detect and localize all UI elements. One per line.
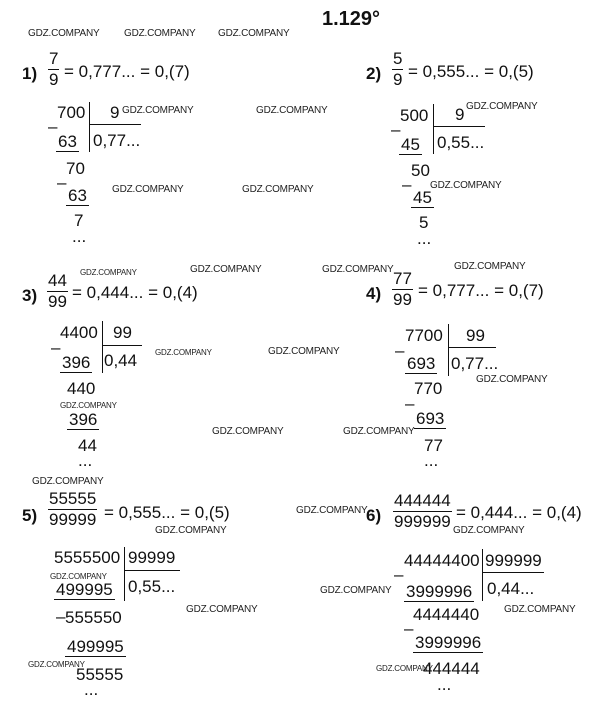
division-bar xyxy=(102,321,103,373)
watermark: GDZ.COMPANY xyxy=(376,664,433,673)
minus-sign: – xyxy=(404,619,414,638)
watermark: GDZ.COMPANY xyxy=(186,604,258,615)
fraction-numerator: 444444 xyxy=(394,491,451,510)
watermark: GDZ.COMPANY xyxy=(32,476,104,487)
subtrahend: 3999996 xyxy=(406,582,473,601)
fraction xyxy=(392,50,403,89)
watermark: GDZ.COMPANY xyxy=(112,184,184,195)
ellipsis: ... xyxy=(72,227,87,246)
subtrahend: 396 xyxy=(62,353,91,372)
watermark: GDZ.COMPANY xyxy=(476,374,548,385)
quotient: 0,55... xyxy=(128,577,176,596)
divisor: 99 xyxy=(113,323,132,342)
fraction xyxy=(48,490,97,529)
minus-sign: – xyxy=(56,607,66,626)
fraction xyxy=(48,50,59,89)
watermark: GDZ.COMPANY xyxy=(453,525,525,536)
watermark: GDZ.COMPANY xyxy=(320,585,392,596)
subtrahend: 45 xyxy=(401,135,420,154)
divisor: 99 xyxy=(466,326,485,345)
fraction-denominator: 99 xyxy=(48,292,67,311)
dividend: 44444400 xyxy=(404,551,480,570)
divisor: 99999 xyxy=(128,548,176,567)
fraction-denominator: 99 xyxy=(393,290,412,309)
dividend: 5555500 xyxy=(54,548,121,567)
watermark: GDZ.COMPANY xyxy=(218,28,290,39)
remainder: 70 xyxy=(66,159,85,178)
division-bar xyxy=(448,324,449,376)
remainder: 50 xyxy=(411,161,430,180)
divisor-line xyxy=(482,572,544,573)
ellipsis: ... xyxy=(417,229,432,248)
problem-number: 3) xyxy=(22,286,38,305)
dividend: 7700 xyxy=(405,326,443,345)
watermark: GDZ.COMPANY xyxy=(454,261,526,272)
watermark: GDZ.COMPANY xyxy=(155,525,227,536)
minus-sign: – xyxy=(395,341,405,360)
minus-sign: – xyxy=(57,173,67,192)
fraction-numerator: 5 xyxy=(393,49,403,68)
watermark: GDZ.COMPANY xyxy=(504,604,576,615)
watermark: GDZ.COMPANY xyxy=(256,105,328,116)
ellipsis: ... xyxy=(424,451,439,470)
watermark: GDZ.COMPANY xyxy=(296,505,368,516)
quotient: 0,44 xyxy=(104,351,138,370)
fraction xyxy=(392,270,413,309)
fraction-numerator: 77 xyxy=(393,269,412,288)
remainder: 55555 xyxy=(76,665,124,684)
remainder: 5 xyxy=(419,213,429,232)
subtrahend: 63 xyxy=(68,186,87,205)
fraction-numerator: 44 xyxy=(48,271,67,290)
divisor-line xyxy=(89,124,141,125)
watermark: GDZ.COMPANY xyxy=(122,105,194,116)
minus-sign: – xyxy=(48,117,58,136)
watermark: GDZ.COMPANY xyxy=(124,28,196,39)
divisor-line xyxy=(433,126,485,127)
quotient: 0,77... xyxy=(93,131,141,150)
dividend: 700 xyxy=(57,103,86,122)
subtrahend: 396 xyxy=(69,410,98,429)
watermark: GDZ.COMPANY xyxy=(212,426,284,437)
remainder: 7 xyxy=(74,211,84,230)
divisor: 9 xyxy=(110,103,120,122)
problem-number: 5) xyxy=(22,506,38,525)
problem-number: 2) xyxy=(366,64,382,83)
page-title: 1.129° xyxy=(322,8,381,30)
equation: = 0,555... = 0,(5) xyxy=(408,62,534,81)
watermark: GDZ.COMPANY xyxy=(28,660,85,669)
remainder: 444444 xyxy=(423,659,480,678)
watermark: GDZ.COMPANY xyxy=(60,401,117,410)
watermark: GDZ.COMPANY xyxy=(322,264,394,275)
watermark: GDZ.COMPANY xyxy=(80,268,137,277)
remainder: 440 xyxy=(67,379,96,398)
quotient: 0,77... xyxy=(451,354,499,373)
fraction-denominator: 9 xyxy=(393,70,403,89)
problem-number: 1) xyxy=(22,64,38,83)
watermark: GDZ.COMPANY xyxy=(430,180,502,191)
division-bar xyxy=(482,549,483,601)
division-bar xyxy=(124,547,125,601)
equation: = 0,444... = 0,(4) xyxy=(456,503,582,522)
subtrahend: 693 xyxy=(416,409,445,428)
remainder: 4444440 xyxy=(413,605,480,624)
ellipsis: ... xyxy=(437,675,452,694)
subtrahend: 693 xyxy=(407,354,436,373)
divisor: 999999 xyxy=(485,551,542,570)
divisor-line xyxy=(102,345,142,346)
minus-sign: – xyxy=(394,565,404,584)
watermark: GDZ.COMPANY xyxy=(242,184,314,195)
problem-number: 6) xyxy=(366,506,382,525)
fraction-denominator: 9 xyxy=(49,70,59,89)
fraction-denominator: 99999 xyxy=(49,510,97,529)
problem-number: 4) xyxy=(366,284,382,303)
divisor: 9 xyxy=(455,105,465,124)
watermark: GDZ.COMPANY xyxy=(190,264,262,275)
subtrahend: 63 xyxy=(58,132,77,151)
quotient: 0,55... xyxy=(437,133,485,152)
watermark: GDZ.COMPANY xyxy=(28,28,100,39)
division-bar xyxy=(89,102,90,152)
ellipsis: ... xyxy=(84,680,99,699)
division-bar xyxy=(433,104,434,154)
subtrahend: 499995 xyxy=(67,637,124,656)
dividend: 4400 xyxy=(60,323,98,342)
watermark: GDZ.COMPANY xyxy=(343,426,415,437)
equation: = 0,777... = 0,(7) xyxy=(64,62,190,81)
subtrahend: 3999996 xyxy=(415,633,482,652)
remainder: 44 xyxy=(78,436,97,455)
subtrahend: 45 xyxy=(413,188,432,207)
fraction-numerator: 55555 xyxy=(49,489,97,508)
watermark: GDZ.COMPANY xyxy=(50,572,107,581)
watermark: GDZ.COMPANY xyxy=(466,101,538,112)
watermark: GDZ.COMPANY xyxy=(155,348,212,357)
watermark: GDZ.COMPANY xyxy=(268,346,340,357)
divisor-line xyxy=(448,347,496,348)
minus-sign: – xyxy=(391,120,401,139)
equation: = 0,444... = 0,(4) xyxy=(72,283,198,302)
fraction xyxy=(47,272,68,311)
fraction xyxy=(393,492,452,531)
fraction-numerator: 7 xyxy=(49,49,59,68)
minus-sign: – xyxy=(51,338,61,357)
remainder: 77 xyxy=(424,436,443,455)
fraction-denominator: 999999 xyxy=(394,512,451,531)
dividend: 500 xyxy=(400,106,429,125)
minus-sign: – xyxy=(405,394,415,413)
subtrahend: 499995 xyxy=(56,580,113,599)
remainder: 555550 xyxy=(65,608,122,627)
equation: = 0,555... = 0,(5) xyxy=(104,503,230,522)
ellipsis: ... xyxy=(78,451,93,470)
quotient: 0,44... xyxy=(487,579,535,598)
minus-sign: – xyxy=(402,175,412,194)
remainder: 770 xyxy=(414,379,443,398)
divisor-line xyxy=(124,570,180,571)
equation: = 0,777... = 0,(7) xyxy=(418,281,544,300)
